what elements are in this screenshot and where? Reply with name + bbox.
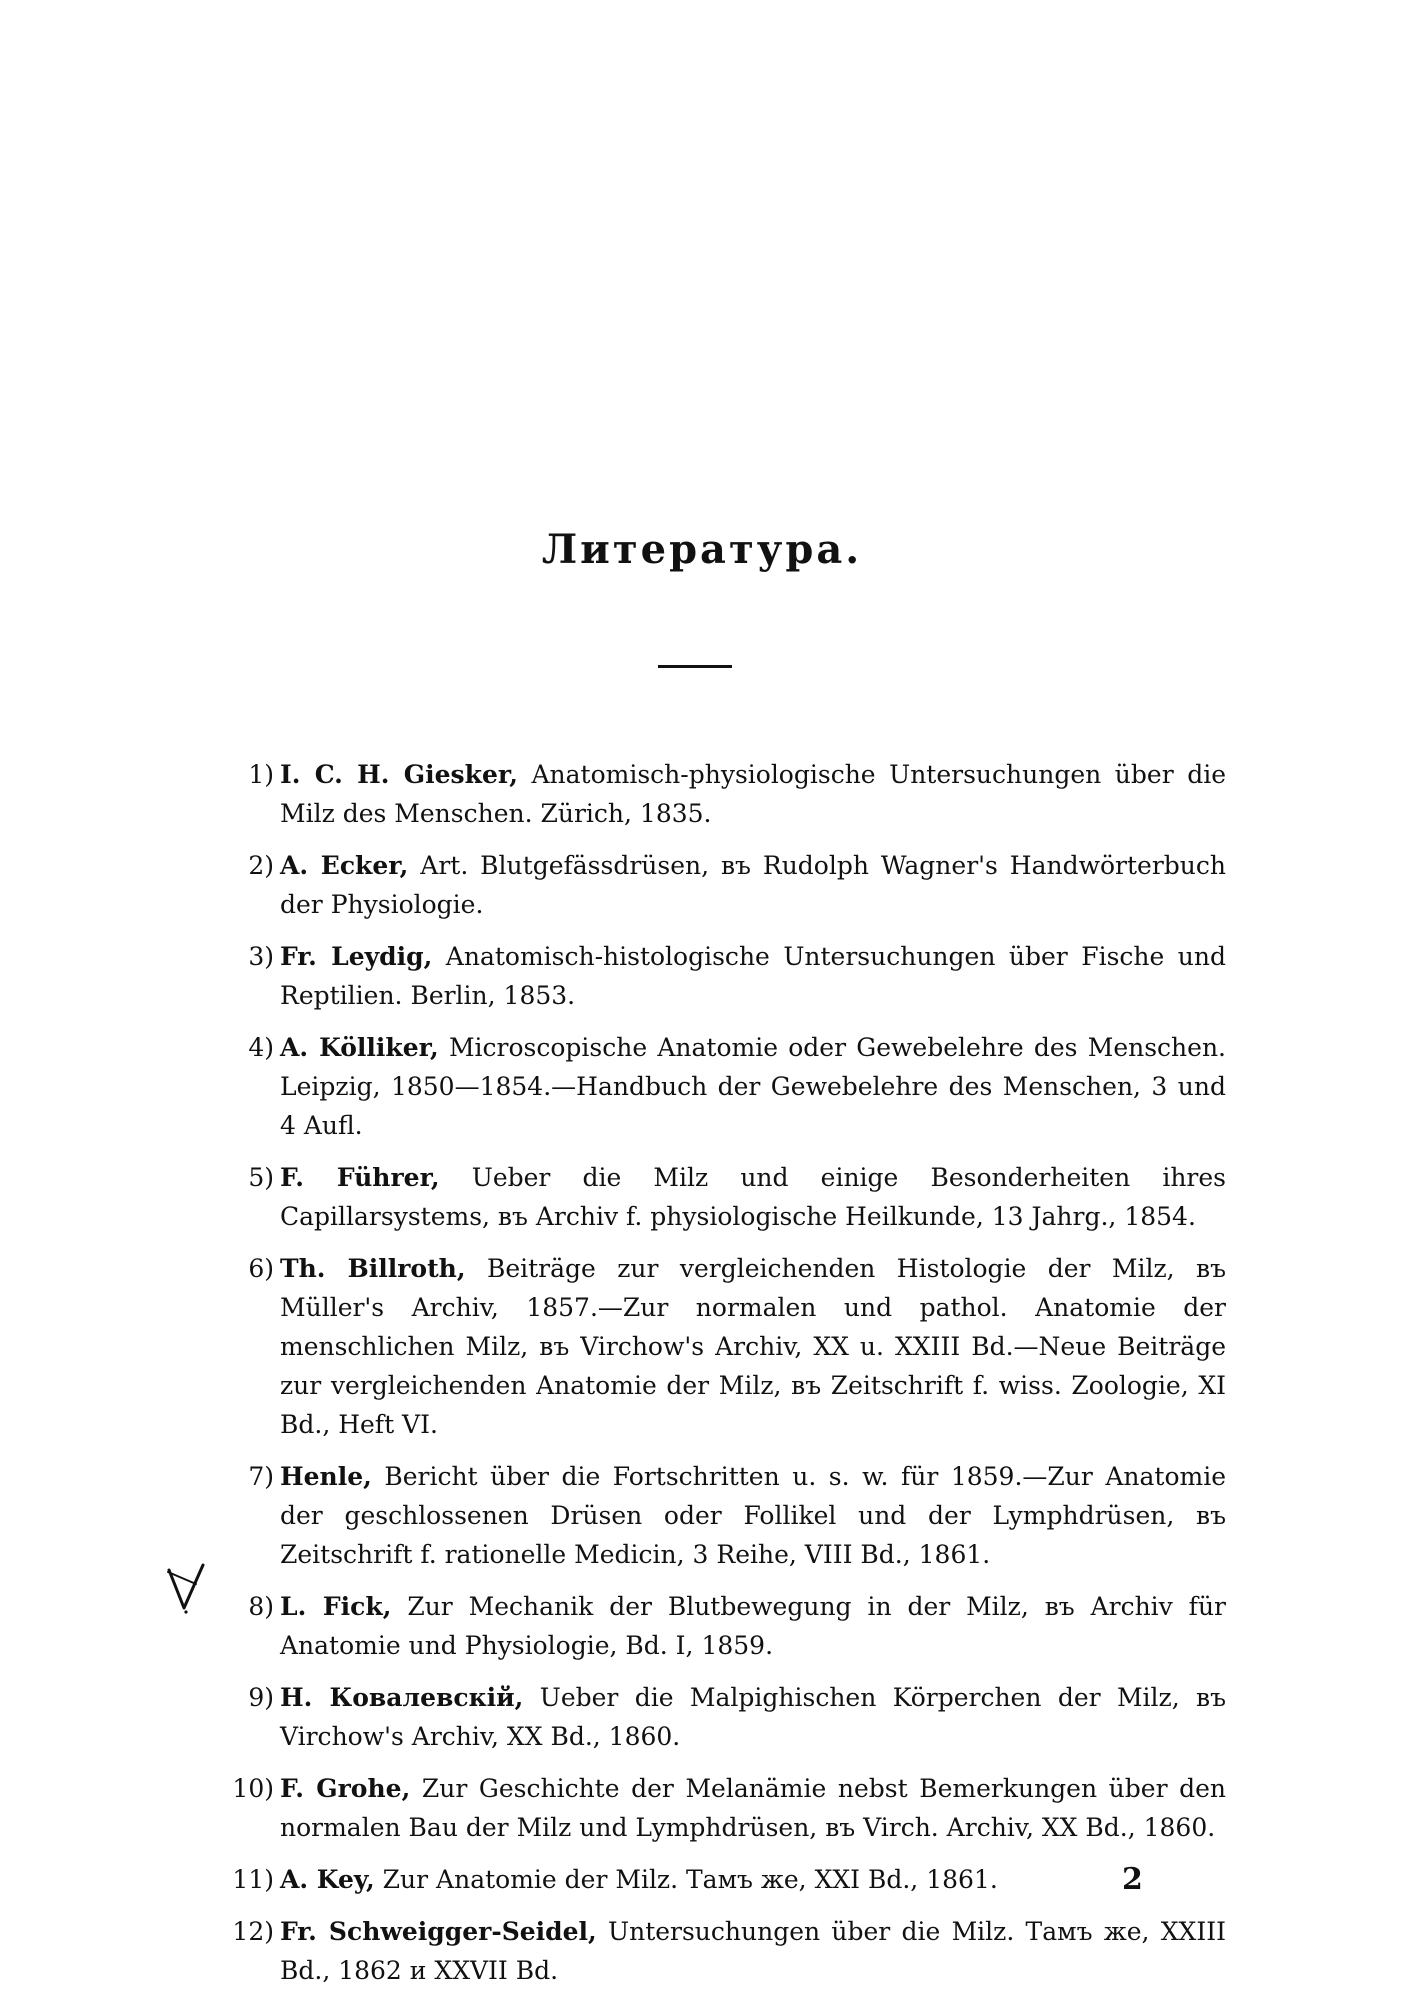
title-divider (658, 665, 732, 668)
reference-author: A. Ecker, (280, 851, 409, 880)
reference-author: A. Kölliker, (280, 1033, 439, 1062)
reference-text: Zur Mechanik der Blutbewegung in der Milz, въ Archiv für Anatomie und Physiologie, Bd. I, 1859. (280, 1592, 1226, 1660)
page-title: Литература. (541, 526, 863, 573)
reference-list (196, 755, 1226, 2003)
reference-number: 12) (232, 1917, 274, 1946)
reference-number: 6) (248, 1254, 274, 1283)
reference-number: 1) (248, 760, 274, 789)
reference-text: Zur Geschichte der Melanämie nebst Bemerkungen über den normalen Bau der Milz und Lymphdrüsen, въ Virch. Archiv, XX Bd., 1860. (280, 1774, 1227, 1842)
reference-number: 8) (248, 1592, 274, 1621)
reference-author: Fr. Schweigger-Seidel, (280, 1917, 597, 1946)
reference-number: 10) (232, 1774, 274, 1803)
reference-number: 4) (248, 1033, 274, 1062)
reference-author: A. Key, (280, 1865, 375, 1894)
reference-author: F. Führer, (280, 1163, 440, 1192)
reference-text: Microscopische Anatomie oder Gewebelehre des Menschen. Leipzig, 1850—1854.—Handbuch der Gewebelehre des Menschen, 3 und 4 Aufl. (280, 1033, 1226, 1140)
reference-text: Art. Blutgefässdrüsen, въ Rudolph Wagner's Handwörterbuch der Physiologie. (280, 851, 1226, 919)
reference-item (196, 1678, 1226, 1756)
reference-item (196, 937, 1226, 1015)
reference-number: 2) (248, 851, 274, 880)
reference-text: Anatomisch-histologische Untersuchungen über Fische und Reptilien. Berlin, 1853. (280, 942, 1226, 1010)
reference-number: 5) (248, 1163, 274, 1192)
reference-author: Th. Billroth, (280, 1254, 466, 1283)
reference-item (196, 846, 1226, 924)
reference-author: Fr. Leydig, (280, 942, 433, 971)
reference-author: Henle, (280, 1462, 372, 1491)
reference-author: F. Grohe, (280, 1774, 411, 1803)
reference-item (196, 1457, 1226, 1574)
reference-number: 11) (232, 1865, 274, 1894)
reference-text: Bericht über die Fortschritten u. s. w. für 1859.—Zur Anatomie der geschlossenen Drüsen oder Follikel und der Lymphdrüsen, въ Zeitschrift f. rationelle Medicin, 3 Reihe, VIII Bd., 1861. (280, 1462, 1226, 1569)
reference-text: Ueber die Malpighischen Körperchen der Milz, въ Virchow's Archiv, XX Bd., 1860. (280, 1683, 1227, 1751)
reference-text: Ueber die Milz und einige Besonderheiten ihres Capillarsystems, въ Archiv f. physiologische Heilkunde, 13 Jahrg., 1854. (280, 1163, 1226, 1231)
reference-item (196, 755, 1226, 833)
reference-item (196, 1769, 1226, 1847)
reference-text: Zur Anatomie der Milz. Тамъ же, XXI Bd., 1861. (374, 1865, 998, 1894)
reference-author: L. Fick, (280, 1592, 392, 1621)
reference-text: Beiträge zur vergleichenden Histologie der Milz, въ Müller's Archiv, 1857.—Zur normalen und pathol. Anatomie der menschlichen Milz, въ Virchow's Archiv, XX u. XXIII Bd.—Neue Beiträge zur vergleichenden Anatomie der Milz, въ Zeitschrift f. wiss. Zoologie, XI Bd., Heft VI. (280, 1254, 1226, 1439)
page-number: 2 (1122, 1862, 1143, 1897)
reference-item (196, 1028, 1226, 1145)
reference-item (196, 1587, 1226, 1665)
reference-number: 3) (248, 942, 274, 971)
reference-item (196, 1249, 1226, 1444)
reference-author: Н. Ковалевскій, (280, 1683, 524, 1712)
reference-item (196, 1860, 1226, 1899)
reference-text: Anatomisch-physiologische Untersuchungen über die Milz des Menschen. Zürich, 1835. (280, 760, 1226, 828)
reference-text: Untersuchungen über die Milz. Тамъ же, XXIII Bd., 1862 и XXVII Bd. (280, 1917, 1226, 1985)
reference-item (196, 1912, 1226, 1990)
reference-number: 9) (248, 1683, 274, 1712)
reference-item (196, 1158, 1226, 1236)
reference-author: I. C. H. Giesker, (280, 760, 518, 789)
reference-number: 7) (248, 1462, 274, 1491)
